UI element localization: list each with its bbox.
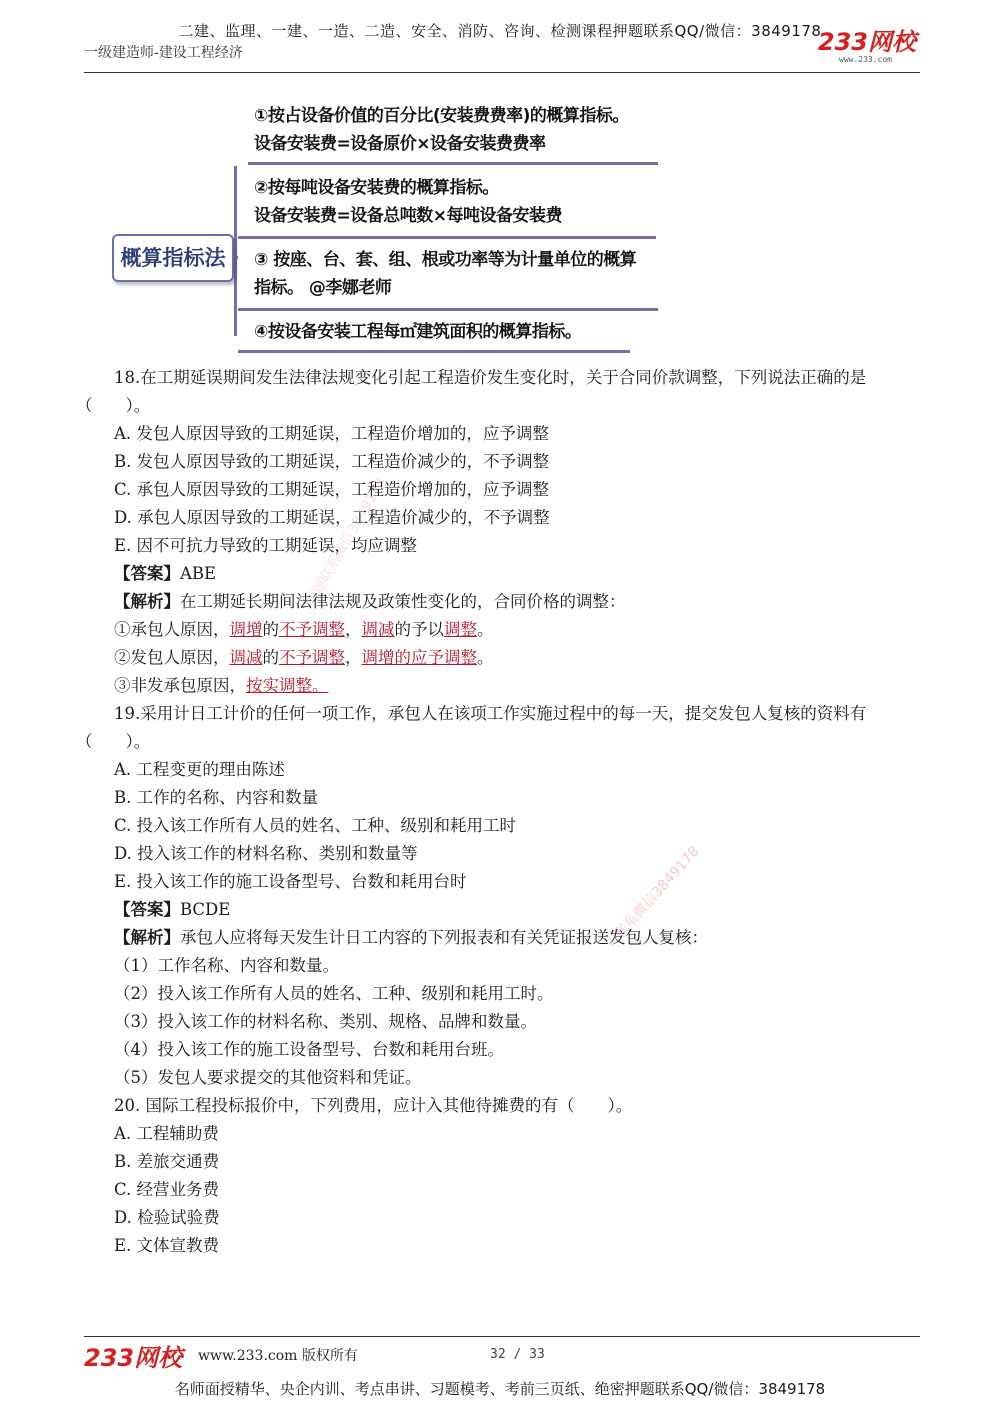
analysis-tag: 【解析】 [114,592,180,611]
bottom-banner: 名师面授精华、央企内训、考点串讲、习题模考、考前三页纸、绝密押题联系QQ/微信：3849178 [174,1380,826,1398]
top-banner: 二建、监理、一建、一造、二造、安全、消防、咨询、检测课程押题联系QQ/微信：3849178 [178,22,822,40]
highlighted-text: 按实调整。 [246,676,329,695]
option-e: E. 投入该工作的施工设备型号、台数和耗用台时 [114,872,467,891]
document-subtitle: 一级建造师-建设工程经济 [84,45,243,61]
analysis-text: ①承包人原因， [114,620,230,639]
answer-tag: 【答案】 [114,564,180,583]
footer-logo[interactable]: 233网校 [84,1344,183,1372]
option-a: A. 发包人原因导致的工期延误，工程造价增加的，应予调整 [114,424,549,443]
analysis-text: 。 [477,620,494,639]
option-b: B. 差旅交通费 [114,1152,220,1171]
question-content [76,364,928,1260]
mind-map-node-text: 设备安装费=设备总吨数×每吨设备安装费 [254,206,562,226]
analysis-item: （5）发包人要求提交的其他资料和凭证。 [114,1068,422,1087]
mind-map-node-text: ①按占设备价值的百分比(安装费费率)的概算指标。 [254,106,629,126]
highlighted-text: 调减 [361,620,395,639]
analysis-point-1 [76,616,928,644]
analysis-text: 的 [262,620,279,639]
option-c: C. 经营业务费 [114,1180,220,1199]
mind-map-branch-line [248,162,658,165]
option-b: B. 发包人原因导致的工期延误，工程造价减少的，不予调整 [114,452,550,471]
analysis-point-2 [76,644,928,672]
mind-map-branch-line [238,236,656,239]
answer-value: BCDE [180,900,231,919]
analysis-text: 在工期延长期间法律法规及政策性变化的，合同价格的调整： [180,592,626,611]
mind-map-node-text: ③ 按座、台、套、组、根或功率等为计量单位的概算 [254,250,637,270]
brand-logo-url: www.233.com [839,55,892,64]
highlighted-text: 调整 [444,620,477,639]
analysis-item: （1）工作名称、内容和数量。 [114,956,339,975]
option-a: A. 工程变更的理由陈述 [114,760,285,779]
analysis-text: 。 [477,648,494,667]
mind-map-node-1 [254,102,629,158]
brand-logo[interactable]: 233网校 [817,28,916,56]
option-e: E. 因不可抗力导致的工期延误，均应调整 [114,536,418,555]
mind-map-node-2 [254,174,562,230]
option-c: C. 承包人原因导致的工期延误，工程造价增加的，应予调整 [114,480,550,499]
option-d: D. 检验试验费 [114,1208,220,1227]
mind-map-node-4 [254,318,581,346]
option-d: D. 承包人原因导致的工期延误，工程造价减少的，不予调整 [114,508,550,527]
option-e: E. 文体宣教费 [114,1236,220,1255]
highlighted-text: 调减 [229,648,263,667]
answer-line [76,560,928,588]
answer-tag: 【答案】 [114,900,180,919]
mind-map-root: 概算指标法 [112,234,234,282]
option-d: D. 投入该工作的材料名称、类别和数量等 [114,844,418,863]
question-19-stem: 19.采用计日工计价的任何一项工作，承包人在该项工作实施过程中的每一天，提交发包人复核的资料有（ ）。 [76,704,867,751]
question-18-stem: 18.在工期延误期间发生法律法规变化引起工程造价发生变化时，关于合同价款调整，下列说法正确的是（ ）。 [76,368,867,415]
analysis-item: （2）投入该工作所有人员的姓名、工种、级别和耗用工时。 [114,984,554,1003]
analysis-text: ③非发承包原因， [114,676,246,695]
page-number: 32 / 33 [490,1347,545,1362]
highlighted-text: 不予调整 [279,648,345,667]
analysis-item: （4）投入该工作的施工设备型号、台数和耗用台班。 [114,1040,504,1059]
analysis-text: ， [345,648,362,667]
mind-map-branch-line [238,308,658,311]
analysis-text: ②发包人原因， [114,648,230,667]
highlighted-text: 不予调整 [279,620,345,639]
mind-map-connector [234,166,237,336]
option-c: C. 投入该工作所有人员的姓名、工种、级别和耗用工时 [114,816,517,835]
footer-site-link[interactable]: www.233.com 版权所有 [198,1348,358,1364]
analysis-line [76,924,928,952]
analysis-text: ， [345,620,362,639]
mind-map [0,0,1000,360]
watermark: 押题联系微信3849178 [302,474,390,610]
analysis-text: 的 [262,648,279,667]
analysis-line [76,588,928,616]
mind-map-node-text: ②按每吨设备安装费的概算指标。 [254,178,499,198]
analysis-item: （3）投入该工作的材料名称、类别、规格、品牌和数量。 [114,1012,537,1031]
answer-line [76,896,928,924]
option-b: B. 工作的名称、内容和数量 [114,788,319,807]
highlighted-text: 调增 [229,620,263,639]
analysis-text: 承包人应将每天发生计日工内容的下列报表和有关凭证报送发包人复核： [180,928,708,947]
analysis-text: 的予以 [394,620,444,639]
answer-value: ABE [180,564,217,583]
mind-map-branch-line [238,350,630,353]
option-a: A. 工程辅助费 [114,1124,219,1143]
mind-map-node-text: ④按设备安装工程每㎡建筑面积的概算指标。 [254,322,582,342]
mind-map-node-text: 设备安装费=设备原价×设备安装费费率 [254,134,546,154]
footer-divider [84,1336,920,1337]
highlighted-text: 调增的应予调整 [361,648,477,667]
analysis-point-3 [76,672,928,700]
watermark: 一联系微信3849178 [602,843,703,953]
analysis-tag: 【解析】 [114,928,180,947]
question-20-stem: 20. 国际工程投标报价中，下列费用，应计入其他待摊费的有（ ）。 [114,1096,633,1115]
mind-map-node-text: 指标。 @李娜老师 [254,278,392,298]
mind-map-node-3 [254,246,636,302]
